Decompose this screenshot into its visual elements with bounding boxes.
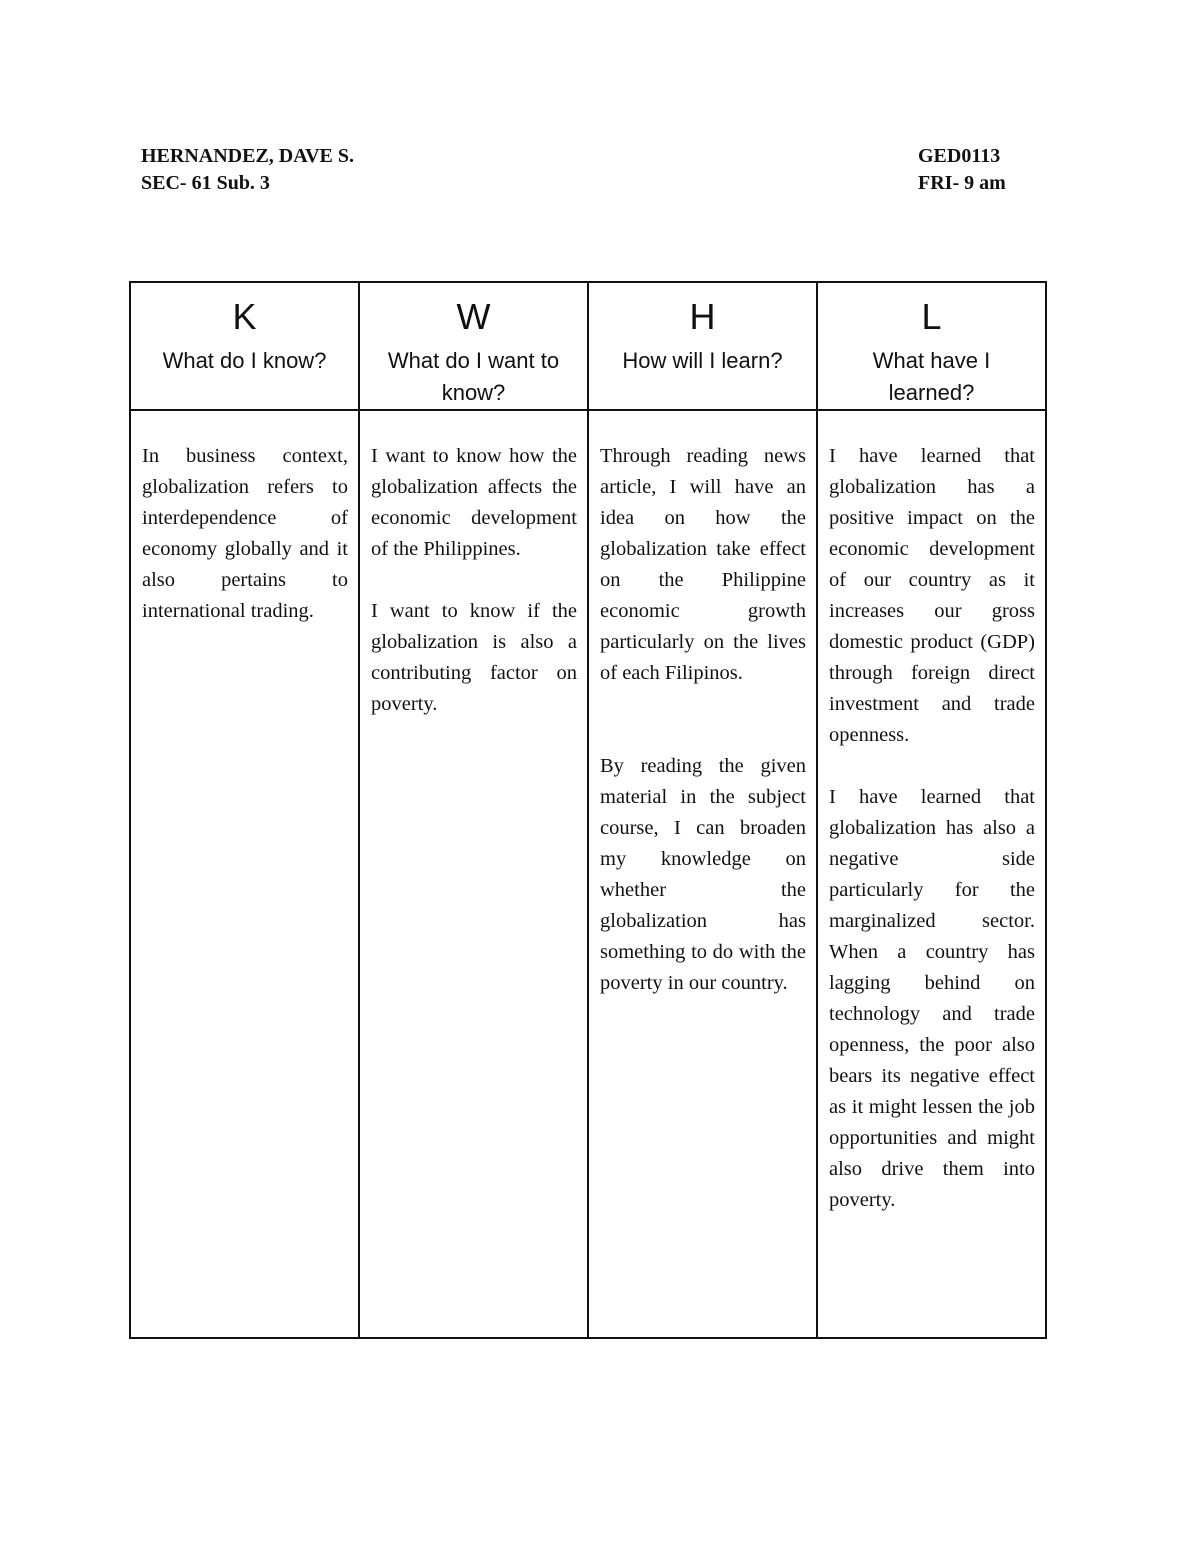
l-paragraph: I have learned that globalization has a positive impact on the economic development of our country as it increases our gross domestic product (GDP) through foreign direct investment and trade openness. (829, 445, 1035, 746)
column-header-w (359, 282, 588, 410)
w-paragraph: I want to know if the globalization is also a contributing factor on poverty. (371, 600, 577, 715)
h-paragraph: By reading the given material in the subject course, I can broaden my knowledge on whether the globalization has something to do with the poverty in our country. (600, 755, 806, 994)
kwhl-chart-table (129, 281, 1047, 1339)
cell-k (130, 410, 359, 1338)
course-code: GED0113 (918, 145, 1001, 167)
column-question: What do I want to know? (387, 348, 560, 405)
column-question: How will I learn? (622, 348, 783, 373)
cell-h (588, 410, 817, 1338)
column-letter: W (456, 296, 491, 337)
w-paragraph: I want to know how the globalization affects the economic development of the Philippines. (371, 445, 577, 560)
section-info: SEC- 61 Sub. 3 (141, 172, 270, 194)
column-letter: H (689, 296, 716, 337)
cell-w (359, 410, 588, 1338)
l-paragraph: I have learned that globalization has also a negative side particularly for the marginalized sector. When a country has lagging behind on technology and trade openness, the poor also bears its negative effect as it might lessen the job opportunities and might also drive them into poverty. (829, 786, 1035, 1211)
table-header-row (130, 282, 1046, 410)
table-body-row (130, 410, 1046, 1338)
column-letter: L (921, 296, 942, 337)
column-header-h (588, 282, 817, 410)
column-letter: K (232, 296, 257, 337)
h-paragraph: Through reading news article, I will have an idea on how the globalization take effect on the Philippine economic growth particularly on the lives of each Filipinos. (600, 445, 806, 684)
column-question: What have I learned? (872, 348, 991, 405)
cell-l (817, 410, 1046, 1338)
student-name: HERNANDEZ, DAVE S. (141, 145, 355, 167)
k-paragraph: In business context, globalization refers to interdependence of economy globally and it also pertains to international trading. (142, 445, 348, 622)
column-header-k (130, 282, 359, 410)
column-header-l (817, 282, 1046, 410)
class-schedule: FRI- 9 am (918, 172, 1006, 194)
column-question: What do I know? (162, 348, 327, 373)
